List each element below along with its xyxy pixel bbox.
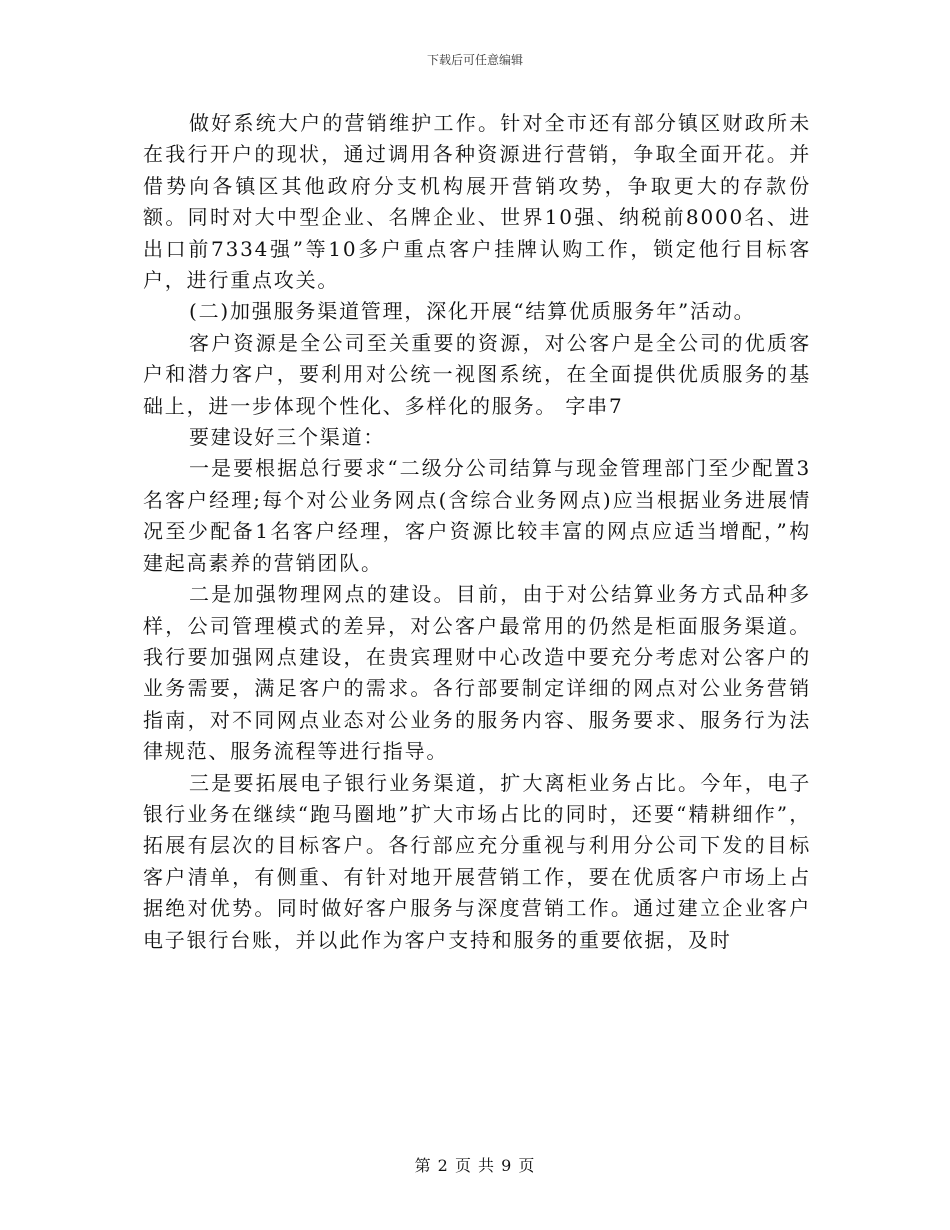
page-header: [0, 52, 950, 68]
document-body: [143, 108, 811, 956]
paragraph: 做好系统大户的营销维护工作。针对全市还有部分镇区财政所未在我行开户的现状，通过调用各种资源进行营销，争取全面开花。并借势向各镇区其他政府分支机构展开营销攻势，争取更大的存款份额。同时对大中型企业、名牌企业、世界10强、纳税前8000名、进出口前7334强”等10多户重点客户挂牌认购工作，锁定他行目标客户，进行重点攻关。: [143, 111, 811, 293]
paragraph: 三是要拓展电子银行业务渠道，扩大离柜业务占比。今年，电子银行业务在继续“跑马圈地”扩大市场占比的同时，还要“精耕细作”，拓展有层次的目标客户。各行部应充分重视与利用分公司下发的目标客户清单，有侧重、有针对地开展营销工作，要在优质客户市场上占据绝对优势。同时做好客户服务与深度营销工作。通过建立企业客户电子银行台账，并以此作为客户支持和服务的重要依据，及时: [143, 770, 811, 952]
paragraph: 要建设好三个渠道：: [189, 425, 386, 450]
paragraph: 二是加强物理网点的建设。目前，由于对公结算业务方式品种多样，公司管理模式的差异，对公客户最常用的仍然是柜面服务渠道。我行要加强网点建设，在贵宾理财中心改造中要充分考虑对公客户的业务需要，满足客户的需求。各行部要制定详细的网点对公业务营销指南，对不同网点业态对公业务的服务内容、服务要求、服务行为法律规范、服务流程等进行指导。: [143, 582, 811, 764]
section-heading: (二)加强服务渠道管理，深化开展“结算优质服务年”活动。: [189, 299, 756, 324]
paragraph: 一是要根据总行要求“二级分公司结算与现金管理部门至少配置3名客户经理;每个对公业务网点(含综合业务网点)应当根据业务进展情况至少配备1名客户经理，客户资源比较丰富的网点应适当增配，”构建起高素养的营销团队。: [143, 456, 811, 575]
paragraph: 客户资源是全公司至关重要的资源，对公客户是全公司的优质客户和潜力客户，要利用对公统一视图系统，在全面提供优质服务的基础上，进一步体现个性化、多样化的服务。 字串7: [143, 330, 811, 418]
header-note: 下载后可任意编辑: [426, 53, 523, 67]
page-footer: [0, 1156, 950, 1176]
page-number: 第 2 页 共 9 页: [414, 1156, 536, 1175]
